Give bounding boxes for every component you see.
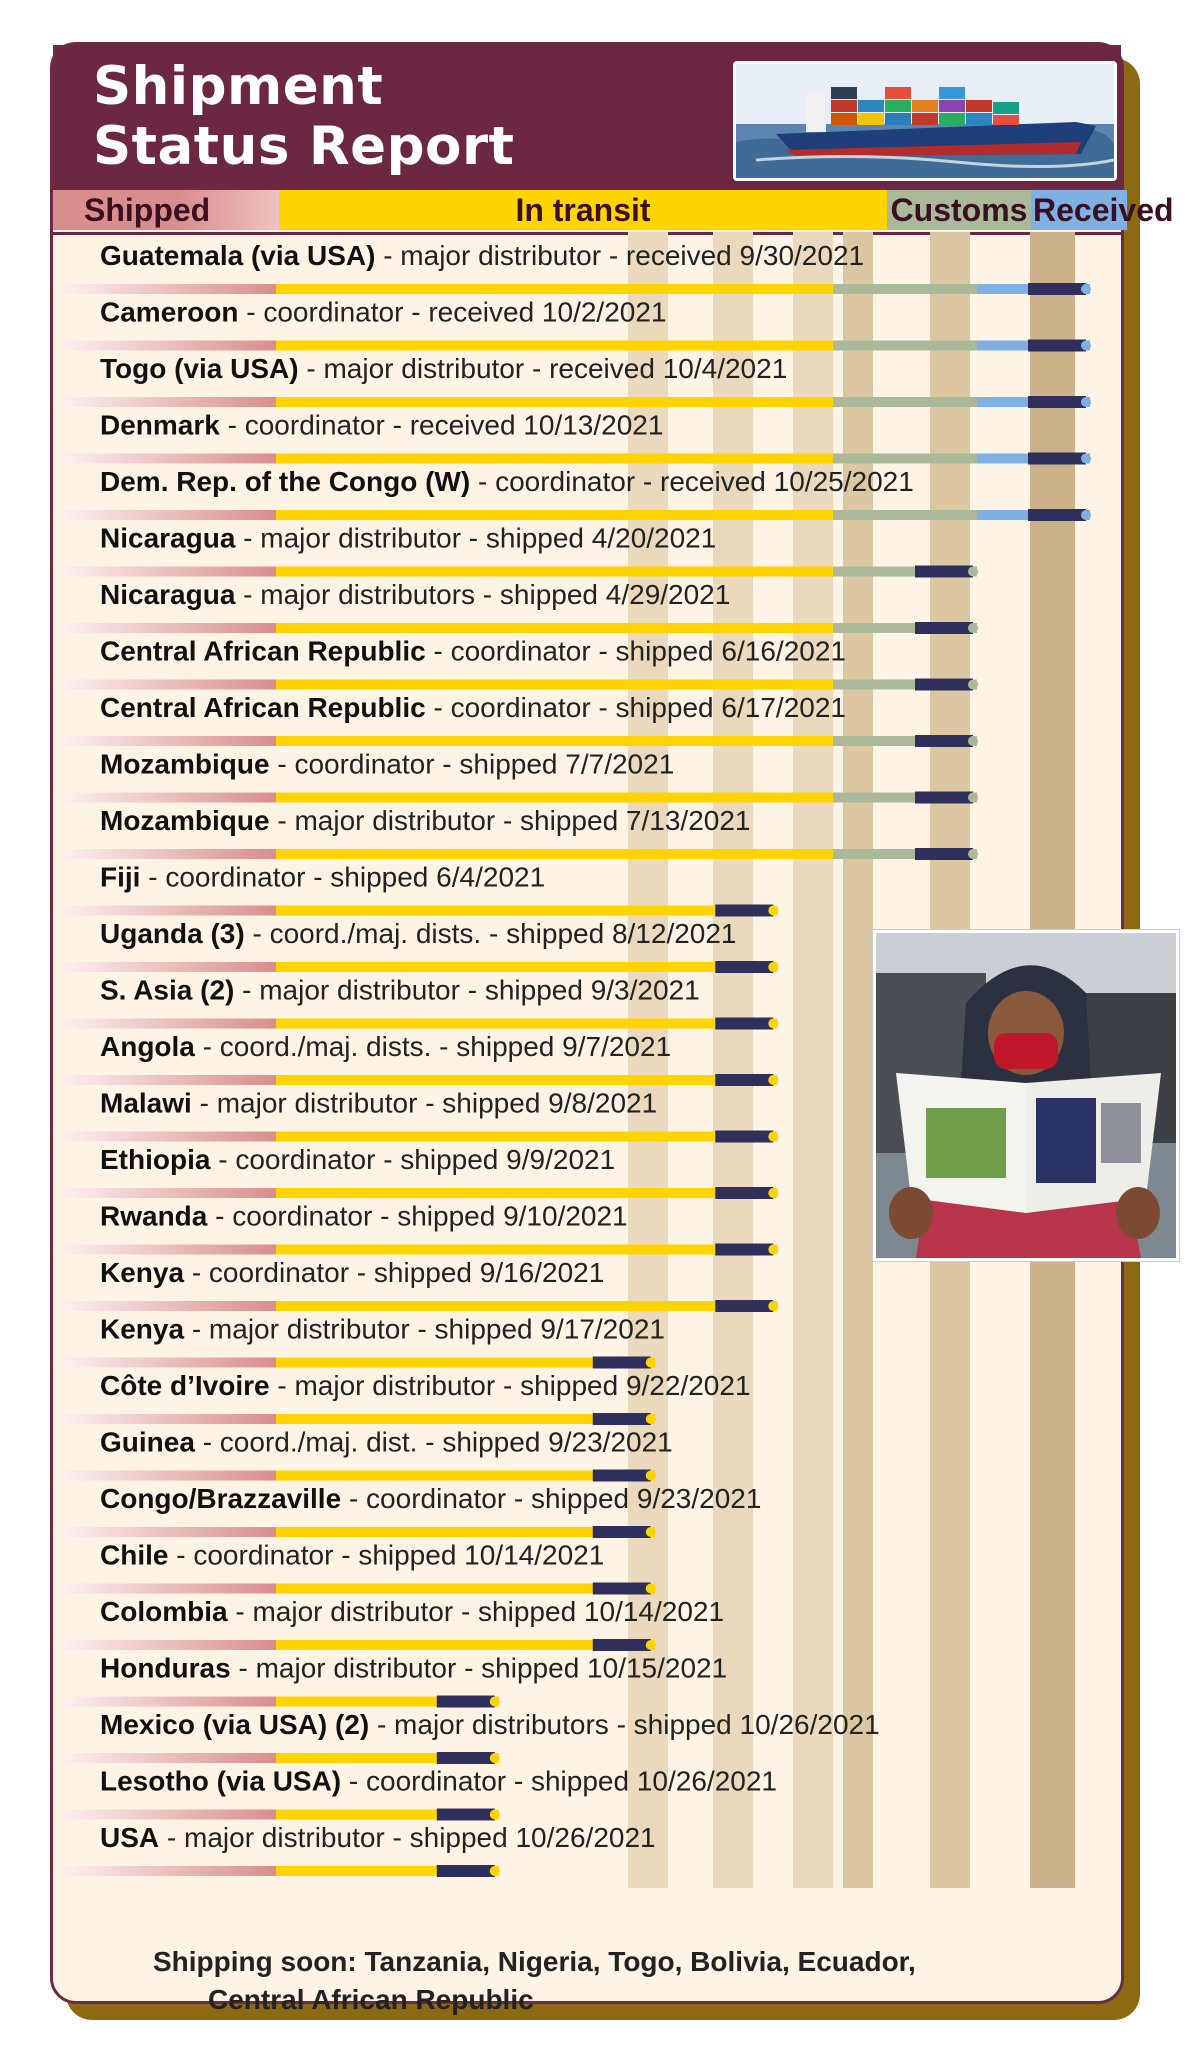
bar-in-transit	[276, 1188, 777, 1198]
bar-in-transit	[276, 1301, 777, 1311]
bar-shipped	[62, 1245, 276, 1255]
bar-shipped	[62, 680, 276, 690]
bar-in-transit	[276, 510, 833, 520]
position-marker	[915, 566, 973, 578]
bar-shipped	[62, 341, 276, 351]
row-label	[100, 466, 914, 497]
row-detail: - major distributor - received 9/30/2021	[375, 240, 865, 271]
shipment-row	[62, 1709, 880, 1764]
shipment-row	[62, 636, 978, 691]
bar-shipped	[62, 1527, 276, 1537]
position-marker	[915, 622, 973, 634]
bar-shipped	[62, 1132, 276, 1142]
bar-shipped	[62, 1753, 276, 1763]
stage-customs: Customs	[887, 190, 1031, 230]
position-marker	[715, 1187, 773, 1199]
row-detail: - coord./maj. dists. - shipped 8/12/2021	[244, 918, 737, 949]
row-label	[100, 1483, 761, 1514]
position-marker	[715, 905, 773, 917]
bar-cap	[646, 1584, 656, 1594]
bar-in-transit	[276, 397, 833, 407]
row-detail: - major distributor - shipped 10/26/2021	[159, 1822, 656, 1853]
row-label	[100, 1596, 724, 1627]
title-line-1: Shipment	[93, 56, 384, 117]
position-marker	[715, 1018, 773, 1030]
shipment-row	[62, 918, 778, 973]
row-country: Uganda (3)	[100, 918, 245, 949]
bar-cap	[490, 1697, 500, 1707]
position-marker	[715, 1074, 773, 1086]
position-marker	[437, 1865, 495, 1877]
shipment-row	[62, 1031, 778, 1086]
shipment-row	[62, 1144, 778, 1199]
row-label	[100, 410, 663, 441]
bar-customs	[833, 341, 977, 351]
bar-cap	[768, 1301, 778, 1311]
row-detail: - major distributors - shipped 4/29/2021	[235, 579, 731, 610]
row-label	[100, 240, 864, 271]
row-label	[100, 805, 750, 836]
bar-shipped	[62, 849, 276, 859]
stage-in-transit: In transit	[279, 190, 887, 230]
row-detail: - major distributor - shipped 9/3/2021	[234, 974, 700, 1006]
row-label	[100, 579, 730, 610]
row-label	[100, 1540, 604, 1571]
position-marker	[593, 1526, 651, 1538]
row-country: Cameroon	[100, 296, 239, 328]
row-country: Ethiopia	[100, 1144, 211, 1175]
bar-shipped	[62, 1584, 276, 1594]
row-label	[100, 749, 674, 780]
row-country: Chile	[100, 1539, 169, 1571]
row-country: Guatemala (via USA)	[100, 240, 376, 271]
row-detail: - coordinator - shipped 10/14/2021	[168, 1539, 605, 1571]
row-detail: - coordinator - shipped 7/7/2021	[269, 748, 675, 780]
position-marker	[1028, 509, 1086, 521]
row-detail: - major distributor - shipped 7/13/2021	[269, 805, 751, 836]
row-label	[100, 1257, 604, 1288]
shipment-row	[62, 1314, 665, 1369]
shipment-row	[62, 1596, 724, 1651]
shipment-row	[62, 1201, 778, 1256]
shipment-row	[62, 523, 978, 578]
row-detail: - major distributor - shipped 10/14/2021	[227, 1596, 725, 1627]
row-country: Congo/Brazzaville	[100, 1483, 342, 1514]
bar-in-transit	[276, 736, 833, 746]
bar-cap	[768, 962, 778, 972]
row-country: Mozambique	[100, 748, 270, 780]
row-label	[100, 1031, 671, 1062]
position-marker	[915, 792, 973, 804]
shipment-row	[62, 749, 978, 804]
row-country: Nicaragua	[100, 522, 236, 554]
row-detail: - coordinator - shipped 6/16/2021	[425, 635, 846, 667]
row-detail: - coordinator - shipped 6/4/2021	[140, 861, 546, 893]
bar-cap	[968, 793, 978, 803]
bar-cap	[1081, 284, 1091, 294]
row-detail: - coordinator - received 10/25/2021	[470, 466, 914, 497]
shipment-row	[62, 1653, 727, 1708]
stage-received: Received	[1033, 192, 1174, 228]
row-label	[100, 353, 787, 384]
bar-shipped	[62, 1471, 276, 1481]
row-label	[100, 1144, 615, 1175]
shipment-row	[62, 1766, 777, 1821]
bar-cap	[646, 1527, 656, 1537]
position-marker	[437, 1752, 495, 1764]
position-marker	[715, 1131, 773, 1143]
row-detail: - major distributor - shipped 4/20/2021	[235, 522, 717, 554]
row-detail: - major distributor - shipped 9/8/2021	[191, 1087, 658, 1119]
bar-in-transit	[276, 623, 833, 633]
row-label	[100, 1709, 880, 1740]
row-label	[100, 692, 846, 723]
bar-cap	[646, 1640, 656, 1650]
bar-shipped	[62, 906, 276, 916]
row-country: USA	[100, 1822, 160, 1853]
bar-in-transit	[276, 284, 833, 294]
bar-cap	[646, 1471, 656, 1481]
bar-cap	[768, 906, 778, 916]
position-marker	[715, 961, 773, 973]
bar-cap	[1081, 510, 1091, 520]
bar-cap	[1081, 397, 1091, 407]
row-label	[100, 918, 737, 949]
row-label	[100, 1822, 656, 1853]
bar-in-transit	[276, 1019, 777, 1029]
bar-customs	[833, 397, 977, 407]
shipment-row	[62, 975, 778, 1030]
bar-cap	[968, 567, 978, 577]
shipment-row	[62, 1088, 778, 1143]
bar-shipped	[62, 284, 276, 294]
bar-in-transit	[276, 454, 833, 464]
row-country: Kenya	[100, 1257, 185, 1288]
row-country: S. Asia (2)	[100, 974, 235, 1006]
bar-shipped	[62, 454, 276, 464]
bar-in-transit	[276, 341, 833, 351]
bar-shipped	[62, 510, 276, 520]
bar-customs	[833, 284, 977, 294]
row-label	[100, 975, 700, 1006]
position-marker	[593, 1357, 651, 1369]
bar-in-transit	[276, 962, 777, 972]
position-marker	[1028, 340, 1086, 352]
shipment-row	[62, 1370, 751, 1425]
bar-shipped	[62, 397, 276, 407]
bar-in-transit	[276, 849, 833, 859]
row-label	[100, 1653, 727, 1684]
row-country: Nicaragua	[100, 579, 236, 610]
bar-cap	[490, 1810, 500, 1820]
position-marker	[593, 1639, 651, 1651]
row-country: Malawi	[100, 1087, 192, 1119]
bar-shipped	[62, 962, 276, 972]
row-label	[100, 297, 667, 328]
row-label	[100, 1766, 777, 1797]
position-marker	[915, 735, 973, 747]
bar-shipped	[62, 1075, 276, 1085]
row-label	[100, 523, 716, 554]
shipping-soon-line-2: Central African Republic	[208, 1984, 534, 2015]
shipment-row	[62, 1257, 778, 1312]
bar-cap	[768, 1188, 778, 1198]
reader-photo	[873, 930, 1179, 1261]
shipment-row	[62, 579, 978, 634]
row-label	[100, 1201, 628, 1232]
row-country: Côte d’Ivoire	[100, 1370, 270, 1401]
bar-cap	[646, 1414, 656, 1424]
bar-shipped	[62, 1640, 276, 1650]
row-country: Dem. Rep. of the Congo (W)	[100, 466, 471, 497]
stage-shipped: Shipped	[53, 190, 279, 230]
bar-in-transit	[276, 567, 833, 577]
row-country: Mozambique	[100, 805, 270, 836]
bar-shipped	[62, 1188, 276, 1198]
position-marker	[915, 848, 973, 860]
row-detail: - major distributor - shipped 10/15/2021	[230, 1652, 728, 1684]
bar-shipped	[62, 1866, 276, 1876]
position-marker	[1028, 283, 1086, 295]
shipment-row	[62, 805, 978, 860]
row-detail: - coord./maj. dists. - shipped 9/7/2021	[194, 1031, 672, 1062]
row-detail: - major distributor - shipped 9/17/2021	[184, 1313, 665, 1345]
position-marker	[437, 1809, 495, 1821]
bar-cap	[490, 1753, 500, 1763]
bar-cap	[968, 736, 978, 746]
bar-in-transit	[276, 1075, 777, 1085]
row-country: Denmark	[100, 409, 220, 441]
position-marker	[1028, 396, 1086, 408]
bar-shipped	[62, 1810, 276, 1820]
row-detail: - coordinator - shipped 9/23/2021	[341, 1483, 762, 1514]
row-detail: - coordinator - shipped 9/9/2021	[210, 1144, 616, 1175]
position-marker	[915, 679, 973, 691]
bar-cap	[768, 1019, 778, 1029]
row-label	[100, 636, 846, 667]
row-detail: - coord./maj. dist. - shipped 9/23/2021	[194, 1426, 673, 1458]
shipment-row	[62, 692, 978, 747]
position-marker	[715, 1244, 773, 1256]
bar-cap	[1081, 454, 1091, 464]
row-detail: - coordinator - shipped 9/16/2021	[184, 1257, 605, 1288]
bar-cap	[968, 623, 978, 633]
bar-cap	[1081, 341, 1091, 351]
bar-cap	[768, 1132, 778, 1142]
row-detail: - major distributor - received 10/4/2021	[298, 353, 788, 384]
bar-shipped	[62, 623, 276, 633]
row-country: Fiji	[100, 861, 141, 893]
bar-cap	[646, 1358, 656, 1368]
row-country: Central African Republic	[100, 692, 426, 723]
title-line-2: Status Report	[93, 116, 515, 177]
bar-in-transit	[276, 1245, 777, 1255]
bar-in-transit	[276, 680, 833, 690]
position-marker	[593, 1413, 651, 1425]
bar-customs	[833, 510, 977, 520]
row-detail: - major distributors - shipped 10/26/2021	[369, 1709, 880, 1740]
bar-shipped	[62, 1358, 276, 1368]
shipping-soon-line-1: Shipping soon: Tanzania, Nigeria, Togo, Bolivia, Ecuador,	[153, 1946, 916, 1977]
row-country: Mexico (via USA) (2)	[100, 1709, 370, 1740]
shipment-row	[62, 862, 778, 917]
position-marker	[437, 1696, 495, 1708]
bar-shipped	[62, 1301, 276, 1311]
row-label	[100, 1370, 751, 1401]
row-country: Colombia	[100, 1596, 228, 1627]
row-label	[100, 1427, 673, 1458]
shipment-row	[62, 1427, 673, 1482]
shipment-row	[62, 1540, 656, 1595]
row-detail: - coordinator - received 10/2/2021	[238, 296, 667, 328]
row-detail: - coordinator - shipped 10/26/2021	[341, 1765, 777, 1797]
row-label	[100, 1314, 665, 1345]
row-country: Rwanda	[100, 1200, 208, 1232]
row-country: Honduras	[100, 1652, 231, 1684]
position-marker	[715, 1300, 773, 1312]
row-detail: - coordinator - shipped 6/17/2021	[425, 692, 846, 723]
bar-shipped	[62, 736, 276, 746]
row-detail: - coordinator - shipped 9/10/2021	[207, 1200, 628, 1232]
row-country: Angola	[100, 1031, 195, 1062]
row-country: Kenya	[100, 1313, 185, 1345]
row-country: Lesotho (via USA)	[100, 1765, 342, 1797]
bar-cap	[768, 1075, 778, 1085]
row-country: Guinea	[100, 1426, 195, 1458]
row-country: Central African Republic	[100, 635, 426, 667]
row-detail: - major distributor - shipped 9/22/2021	[269, 1370, 751, 1401]
bar-shipped	[62, 567, 276, 577]
bar-cap	[768, 1245, 778, 1255]
position-marker	[1028, 453, 1086, 465]
bar-cap	[968, 680, 978, 690]
bar-cap	[968, 849, 978, 859]
bar-shipped	[62, 1697, 276, 1707]
bar-in-transit	[276, 793, 833, 803]
bar-customs	[833, 454, 977, 464]
bar-in-transit	[276, 906, 777, 916]
bar-shipped	[62, 793, 276, 803]
bar-shipped	[62, 1414, 276, 1424]
row-country: Togo (via USA)	[100, 353, 299, 384]
bar-cap	[490, 1866, 500, 1876]
position-marker	[593, 1583, 651, 1595]
bar-in-transit	[276, 1132, 777, 1142]
position-marker	[593, 1470, 651, 1482]
bar-shipped	[62, 1019, 276, 1029]
row-label	[100, 1088, 657, 1119]
row-label	[100, 862, 545, 893]
row-detail: - coordinator - received 10/13/2021	[219, 409, 664, 441]
shipment-row	[62, 1822, 656, 1877]
